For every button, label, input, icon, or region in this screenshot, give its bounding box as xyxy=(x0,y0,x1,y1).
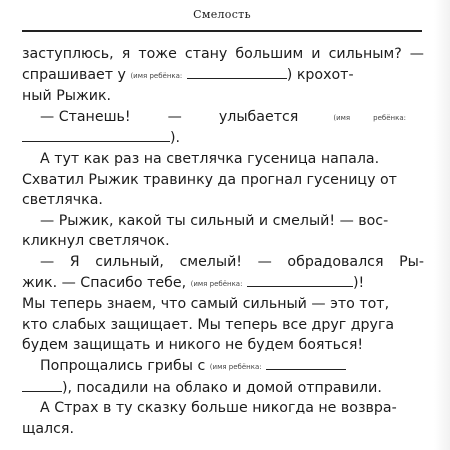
child-name-prompt-part: ребёнка: xyxy=(373,113,406,122)
child-name-blank[interactable] xyxy=(187,67,287,79)
story-text-fragment: улыбается xyxy=(218,108,299,125)
story-line: кто слабых защищает. Мы теперь все друг друга xyxy=(22,316,395,333)
story-text xyxy=(22,44,424,439)
story-text-fragment: Попрощались грибы с xyxy=(40,357,206,374)
child-name-blank[interactable] xyxy=(22,130,170,142)
story-text-fragment: жик. — Спасибо тебе, xyxy=(22,274,187,291)
story-line: светлячка. xyxy=(22,192,103,209)
story-line xyxy=(22,273,424,295)
story-line: Мы теперь знаем, что самый сильный — это тот, xyxy=(22,296,390,313)
child-name-prompt: (имя ребёнка: xyxy=(209,362,262,371)
child-name-blank[interactable] xyxy=(247,275,353,287)
story-line: ный Рыжик. xyxy=(22,88,112,105)
story-text-fragment: — Станешь! xyxy=(40,108,131,125)
story-text-fragment: ), посадили на облако и домой отправили. xyxy=(62,379,382,396)
page-edge-shadow xyxy=(434,0,450,450)
story-line: щался. xyxy=(22,420,74,437)
story-line: А тут как раз на светлячка гусеница напала. xyxy=(40,150,380,167)
child-name-prompt: (имя ребёнка: xyxy=(130,71,183,80)
child-name-prompt-part: (имя xyxy=(333,113,351,122)
story-line xyxy=(22,107,424,129)
story-line: — Рыжик, какой ты сильный и смелый! — вос- xyxy=(40,212,389,229)
story-text-fragment: — xyxy=(167,108,182,125)
story-text-fragment: ). xyxy=(170,130,181,147)
child-name-blank[interactable] xyxy=(22,380,62,392)
story-line: — Я сильный, смелый! — обрадовался Ры- xyxy=(40,253,424,270)
story-text-fragment: ) крохот- xyxy=(286,66,354,83)
story-line: будем защищать и никого не будем бояться! xyxy=(22,337,364,354)
story-line: Схватил Рыжик травинку да прогнал гусеницу от xyxy=(22,171,397,188)
child-name-prompt: (имя ребёнка: xyxy=(190,279,243,288)
story-line: А Страх в ту сказку больше никогда не возвра- xyxy=(40,400,397,417)
story-text-fragment: спрашивает у xyxy=(22,66,126,83)
child-name-blank[interactable] xyxy=(266,358,346,370)
story-line xyxy=(22,356,424,378)
running-header: Смелость xyxy=(193,8,251,21)
story-line: заступлюсь, я тоже стану большим и сильным? — xyxy=(22,46,424,62)
story-line xyxy=(22,128,424,149)
story-text-fragment: )! xyxy=(352,274,365,291)
story-line: кликнул светлячок. xyxy=(22,233,170,250)
header-rule xyxy=(22,30,422,32)
story-line xyxy=(22,378,424,399)
story-line xyxy=(22,65,424,87)
